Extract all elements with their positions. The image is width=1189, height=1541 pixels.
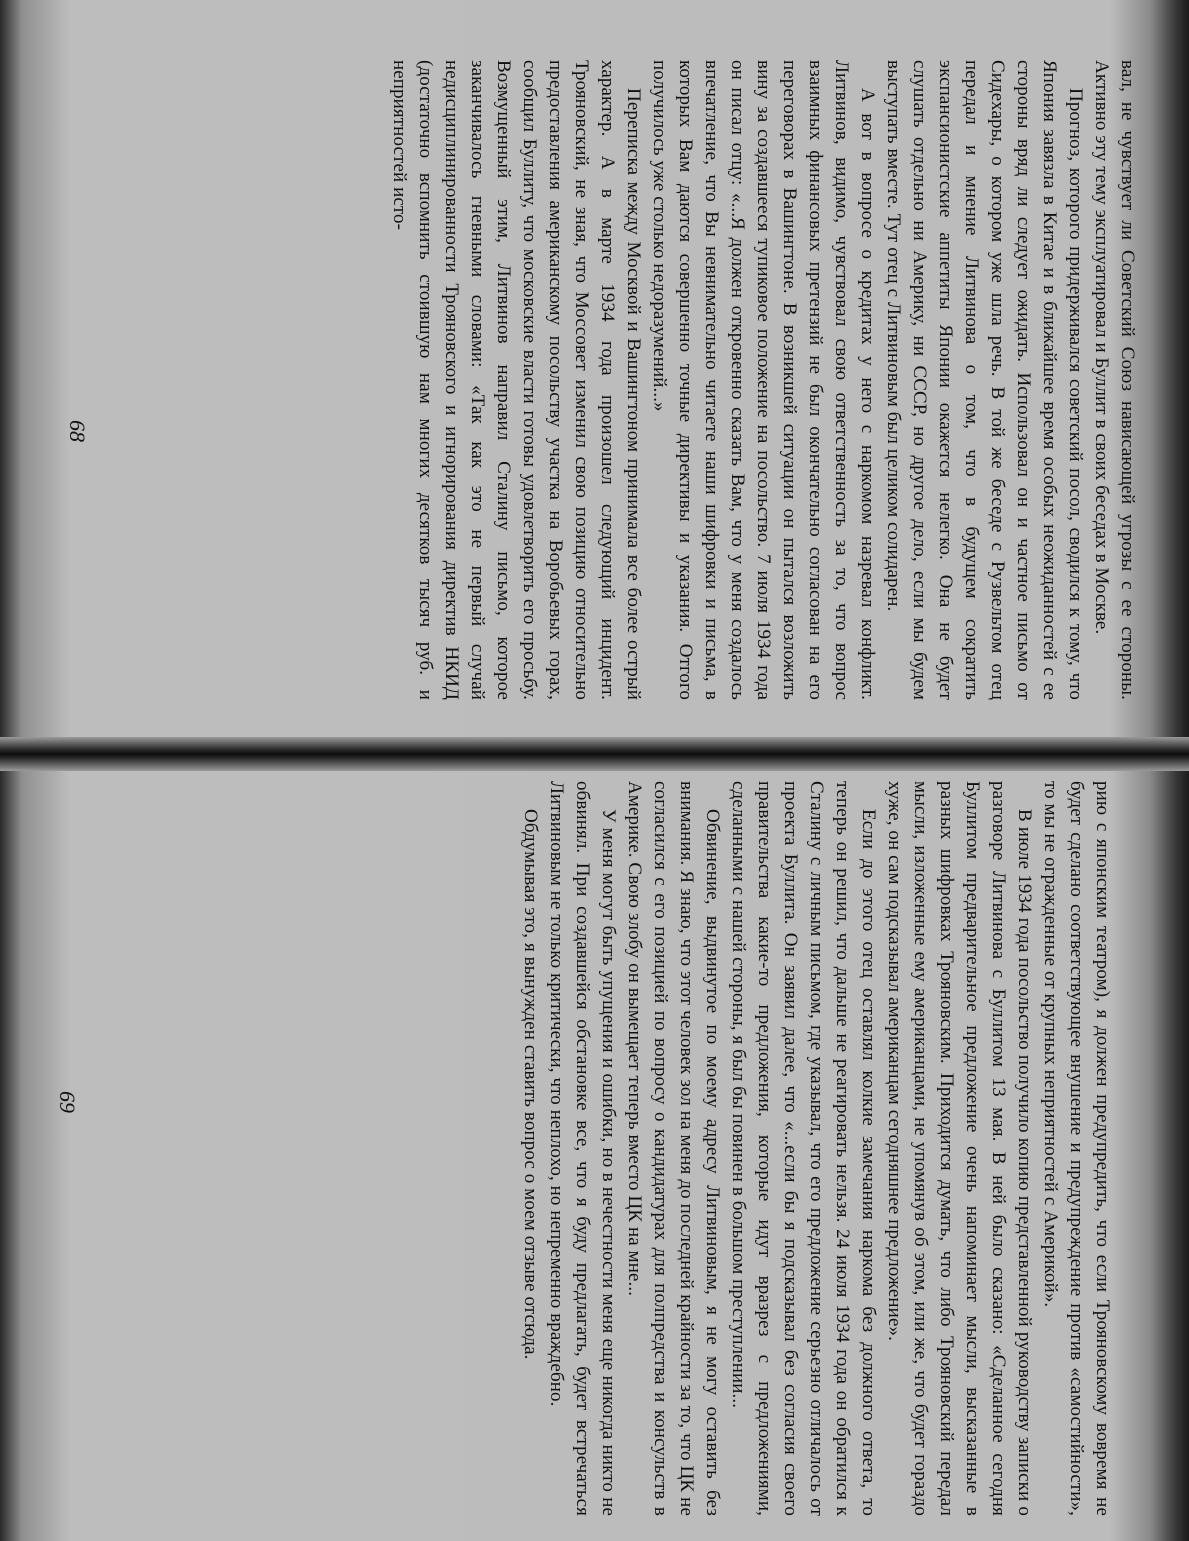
paragraph: Переписка между Москвой и Вашингтоном принимала все более острый характер. А в марте 1934 года произошел следующий инцидент. Трояновский, не зная, что Моссовет изменил свою позицию относительно предоставления американскому посольству участка на Воробьевых горах, сообщил Буллиту, что московские власти готовы удовлетворить его просьбу. Возмущенный этим, Литвинов направил Сталину письмо, которое заканчивалось гневными словами: «Так как это не первый случай недисциплинированности Трояновского и игнорирования директив НКИД (достаточно вспомнить стоившую нам многих десятков тысяч руб. и неприятностей исто- — [389, 60, 644, 700]
paragraph: В июле 1934 года посольство получило копию представленной руководству записки о разговоре Литвинова с Буллитом 13 мая. В ней было сказано: «Сделанное сегодня Буллитом предварительное предложение очень напоминает мысли, высказанные в разных шифровках Трояновским. Приходится думать, что либо Трояновский передал мысли, изложенные ему американцами, не упомянув об этом, или же, что будет гораздо хуже, он сам подсказывал американцам сегодняшнее предложение». — [884, 781, 1035, 1516]
page-number: 68 — [65, 420, 90, 442]
paragraph: У меня могут быть упущения и ошибки, но в нечестности меня еще никогда никто не обвинял. При создавшейся обстановке все, что я буду предлагать, будет встречаться Литвиновым не только критически, что неплохо, но непременно враждебно. — [546, 781, 619, 1516]
page-69 — [0, 771, 1189, 1541]
paragraph: рию с японским театром), я должен предупредить, что если Трояновскому вовремя не будет сделано соответствующее внушение и предупреждение против «самостийности», то мы не огражденные от крупных неприятностей с Америкой». — [1040, 781, 1113, 1516]
page-68 — [0, 0, 1189, 737]
paragraph: Прогноз, которого придерживался советский посол, сводился к тому, что Япония завязла в Китае и в ближайшее время особых неожиданностей с ее стороны вряд ли следует ожидать. Использовал он и частное письмо от Сидехары, о котором уже шла речь. В той же беседе с Рузвельтом отец передал и мнение Литвинова о том, что в будущем сократить экспансионистские аппетиты Японии окажется нелегко. Она не будет слушать отдельно ни Америку, ни СССР, но другое дело, если мы будем выступать вместе. Тут отец с Литвиновым был целиком солидарен. — [883, 60, 1086, 700]
page-69-text — [517, 781, 1115, 1516]
paragraph: Обвинение, выдвинутое по моему адресу Литвиновым, я не могу оставить без внимания. Я знаю, что этот человек зол на меня до последней крайности за то, что ЦК не согласился с его позицией по вопросу о кандидатурах для полпредства и консульств в Америке. Свою злобу он вымещает теперь вместо ЦК на мне... — [624, 781, 723, 1516]
book-spine — [0, 737, 1189, 771]
paragraph: Обдумывая это, я вынужден ставить вопрос о моем отзыве отсюда. — [520, 809, 541, 1360]
page-number: 69 — [55, 1091, 80, 1113]
paragraph: Если до этого отец оставлял колкие замечания наркома без должного ответа, то теперь он решил, что дальше не реагировать нельзя. 24 июля 1934 года он обратился к Сталину с личным письмом, где указывал, что его предложение серьезно отличалось от проекта Буллита. Он заявил далее, что «...если бы я подсказывал без согласия своего правительства какие-то предложения, которые идут вразрез с предложениями, сделанными с нашей стороны, я был бы повинен в большом преступлении... — [728, 781, 879, 1516]
paragraph: вал, не чувствует ли Советский Союз нависающей угрозы с ее стороны. Активно эту тему эксплуатировал и Буллит в своих беседах в Москве. — [1091, 60, 1138, 700]
page-68-text — [386, 60, 1140, 700]
paragraph: А вот в вопросе о кредитах у него с наркомом назревал конфликт. Литвинов, видимо, чувствовал свою ответственность за то, что вопрос взаимных финансовых претензий не был окончательно согласован на его переговорах в Вашингтоне. В возникшей ситуации он пытался возложить вину за создавшееся тупиковое положение на посольство. 7 июля 1934 года он писал отцу: «...Я должен откровенно сказать Вам, что у меня создалось впечатление, что Вы невнимательно читаете наши шифровки и письма, в которых Вам даются совершенно точные директивы и указания. Отгого получилось уже столько недоразумений...» — [649, 60, 878, 700]
